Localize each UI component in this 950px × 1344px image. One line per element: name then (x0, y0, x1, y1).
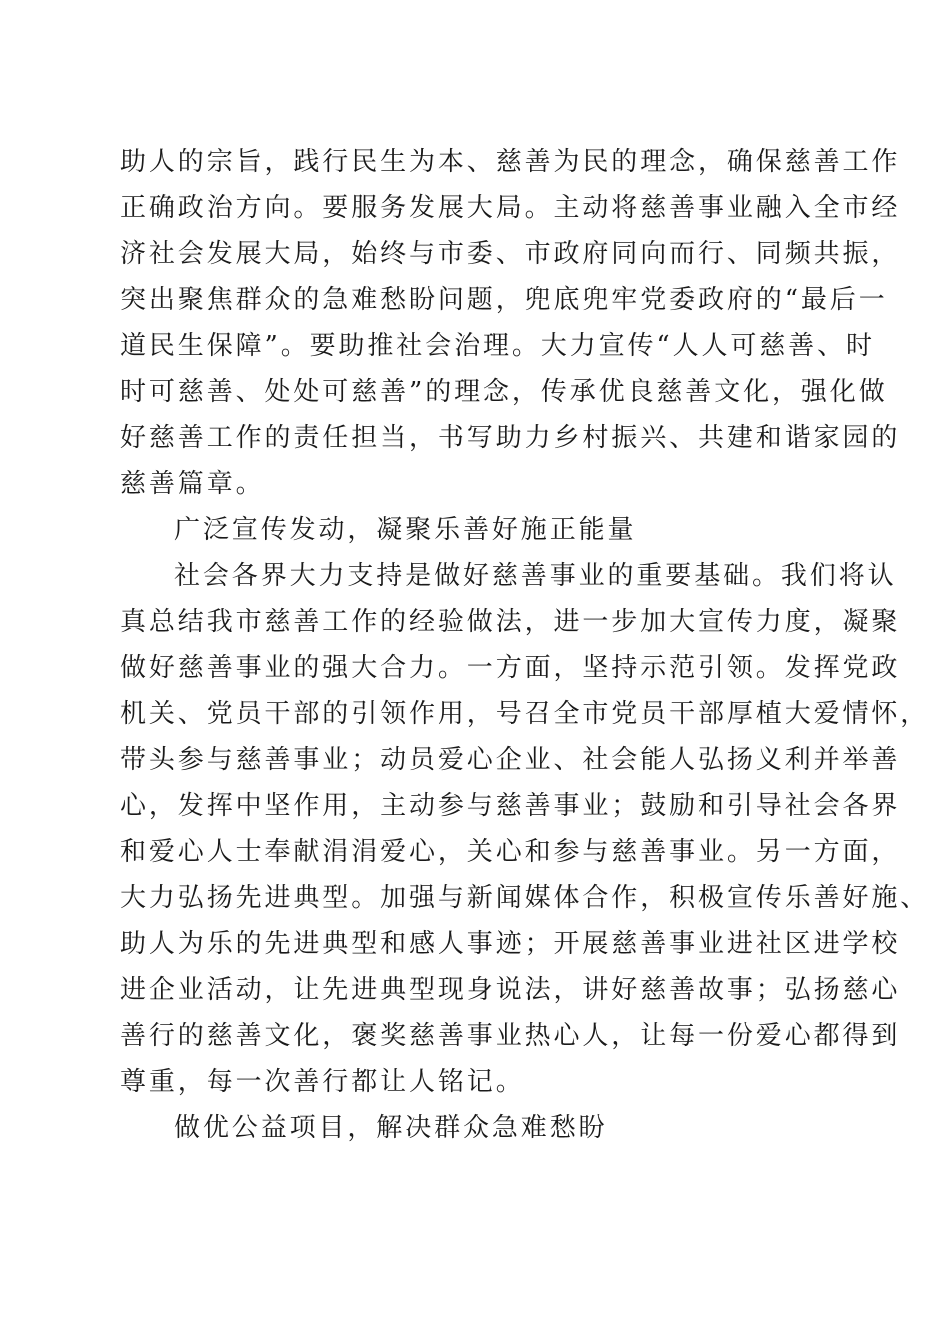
text-line: 助人为乐的先进典型和感人事迹；开展慈善事业进社区进学校 (120, 929, 901, 959)
text-line: 突出聚焦群众的急难愁盼问题，兜底兜牢党委政府的“最后一 (120, 285, 888, 315)
text-line: 心，发挥中坚作用，主动参与慈善事业；鼓励和引导社会各界 (120, 791, 901, 821)
text-line: 机关、党员干部的引领作用，号召全市党员干部厚植大爱情怀， (120, 699, 930, 729)
text-line: 好慈善工作的责任担当，书写助力乡村振兴、共建和谐家园的 (120, 423, 901, 453)
text-line: 做好慈善事业的强大合力。一方面，坚持示范引领。发挥党政 (120, 653, 901, 683)
text-line: 尊重，每一次善行都让人铭记。 (120, 1067, 525, 1097)
text-line: 大力弘扬先进典型。加强与新闻媒体合作，积极宣传乐善好施、 (120, 883, 930, 913)
section-heading-projects: 做优公益项目，解决群众急难愁盼 (174, 1113, 608, 1143)
document-page (120, 139, 930, 1151)
text-line: 社会各界大力支持是做好慈善事业的重要基础。我们将认 (174, 561, 897, 591)
text-line: 慈善篇章。 (120, 469, 265, 499)
text-line: 道民生保障”。要助推社会治理。大力宣传“人人可慈善、时 (120, 331, 875, 361)
paragraph-publicity (120, 553, 930, 1105)
text-line: 带头参与慈善事业；动员爱心企业、社会能人弘扬义利并举善 (120, 745, 901, 775)
text-line: 济社会发展大局，始终与市委、市政府同向而行、同频共振， (120, 239, 901, 269)
text-line: 时可慈善、处处可慈善”的理念，传承优良慈善文化，强化做 (120, 377, 888, 407)
text-line: 进企业活动，让先进典型现身说法，讲好慈善故事；弘扬慈心 (120, 975, 901, 1005)
text-line: 和爱心人士奉献涓涓爱心，关心和参与慈善事业。另一方面， (120, 837, 901, 867)
paragraph-mission (120, 139, 901, 507)
text-line: 真总结我市慈善工作的经验做法，进一步加大宣传力度，凝聚 (120, 607, 901, 637)
section-heading-publicity: 广泛宣传发动，凝聚乐善好施正能量 (174, 515, 637, 545)
text-line: 正确政治方向。要服务发展大局。主动将慈善事业融入全市经 (120, 193, 901, 223)
text-line: 善行的慈善文化，褒奖慈善事业热心人，让每一份爱心都得到 (120, 1021, 901, 1051)
text-line: 助人的宗旨，践行民生为本、慈善为民的理念，确保慈善工作 (120, 147, 901, 177)
